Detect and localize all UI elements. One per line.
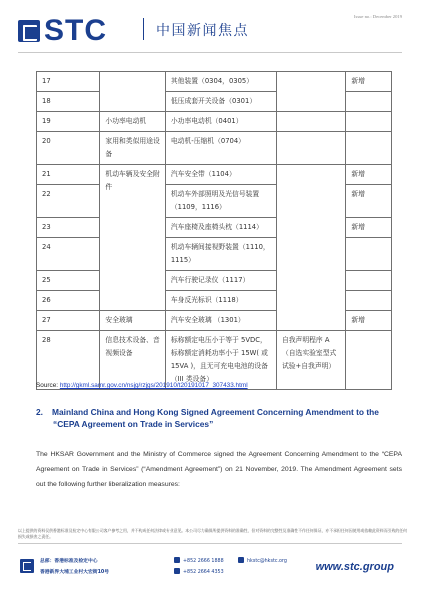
section-title-line1: Mainland China and Hong Kong Signed Agreement Concerning Amendment to the	[52, 407, 379, 417]
row-product: 汽车安全玻璃 （1301）	[165, 311, 276, 331]
row-procedure	[276, 112, 345, 132]
row-product: 其他装置（0304，0305）	[165, 72, 276, 92]
row-number: 20	[37, 132, 100, 165]
footer-address-line: 香港新界大埔工业村大宏街10号	[40, 570, 110, 575]
fax-icon	[174, 568, 180, 574]
disclaimer: 以上提供的资料仅供香港标准及检定中心有限公司客户参考之用，并不构成任何法律或专业意见。本公司尽力确保所提供资料的准确性，但对资料的完整性及准确性不作任何保证，亦不承担任何因使用或依赖此资料而引致的任何损失或损害之责任。	[18, 528, 408, 539]
table-row	[37, 165, 392, 185]
footer-email[interactable]: hkstc@hkstc.org	[247, 559, 287, 564]
row-number: 19	[37, 112, 100, 132]
row-product: 电动机-压缩机（0704）	[165, 132, 276, 165]
row-product: 标称额定电压小于等于 5VDC，标称额定消耗功率小于 15W( 或 15VA )，且无可充电电池的设备（III 类设备）	[165, 331, 276, 390]
row-product: 低压成套开关设备（0301）	[165, 92, 276, 112]
row-procedure	[276, 72, 345, 112]
row-note: 新增	[346, 185, 392, 218]
row-product: 汽车座椅及座椅头枕（1114）	[165, 218, 276, 238]
row-note: 新增	[346, 311, 392, 331]
footer-logo-icon	[20, 559, 34, 573]
footer-address	[40, 556, 109, 578]
footer-website[interactable]: www.stc.group	[315, 561, 394, 573]
row-product: 汽车行驶记录仪（1117）	[165, 271, 276, 291]
row-note: 新增	[346, 218, 392, 238]
table-row	[37, 331, 392, 390]
row-category	[100, 72, 165, 112]
row-category: 机动车辆及安全附件	[100, 165, 165, 311]
row-product: 车身反光标识（1118）	[165, 291, 276, 311]
row-note	[346, 132, 392, 165]
row-procedure	[276, 132, 345, 165]
newsletter-title: 中国新闻焦点	[156, 23, 249, 39]
source-label: Source:	[36, 382, 60, 389]
body-paragraph: The HKSAR Government and the Ministry of Commerce signed the Agreement Concerning Amendment to the “CEPA Agreement on Trade in Services” (“Amendment Agreement”) on 21 November, 2019. The Amendment Agreement sets out the following further liberalization measures:	[36, 451, 402, 488]
header-divider	[143, 18, 144, 40]
table-row	[37, 112, 392, 132]
issue-number: Issue no.: December 2019	[354, 14, 402, 19]
footer-email-block	[238, 556, 287, 567]
row-category: 安全玻璃	[100, 311, 165, 331]
row-note	[346, 112, 392, 132]
row-product: 小功率电动机（0401）	[165, 112, 276, 132]
row-number: 17	[37, 72, 100, 92]
row-number: 21	[37, 165, 100, 185]
row-number: 25	[37, 271, 100, 291]
product-catalogue-table	[36, 71, 392, 390]
row-category: 信息技术设备、音视频设备	[100, 331, 165, 390]
email-icon	[238, 557, 244, 563]
row-category: 家用和类似用途设备	[100, 132, 165, 165]
row-number: 27	[37, 311, 100, 331]
row-category: 小功率电动机	[100, 112, 165, 132]
row-product: 机动车辆间接视野装置（1110，1115）	[165, 238, 276, 271]
source-line	[36, 382, 248, 389]
phone-icon	[174, 557, 180, 563]
section-number: 2.	[36, 407, 43, 417]
source-link[interactable]: http://gkml.samr.gov.cn/nsjg/rzjgs/201910/t20191017_307433.html	[59, 382, 248, 389]
stc-logo	[18, 15, 107, 47]
section-heading	[36, 406, 406, 430]
row-number: 28	[37, 331, 100, 390]
row-number: 23	[37, 218, 100, 238]
stc-logo-icon	[18, 20, 40, 42]
row-note	[346, 238, 392, 271]
logo-text: STC	[44, 14, 107, 47]
table-row	[37, 72, 392, 92]
row-note	[346, 271, 392, 291]
row-number: 22	[37, 185, 100, 218]
footer-phone: +852 2666 1888	[183, 559, 224, 564]
row-number: 18	[37, 92, 100, 112]
footer-phones	[174, 556, 224, 578]
footer-fax: +852 2664 4353	[183, 570, 224, 575]
row-product: 汽车安全带（1104）	[165, 165, 276, 185]
row-note	[346, 92, 392, 112]
table-row	[37, 132, 392, 165]
row-procedure	[276, 165, 345, 331]
row-note	[346, 331, 392, 390]
section-title-line2: “CEPA Agreement on Trade in Services”	[53, 419, 214, 429]
row-number: 26	[37, 291, 100, 311]
row-number: 24	[37, 238, 100, 271]
header-rule	[18, 52, 402, 53]
row-note: 新增	[346, 72, 392, 92]
row-note: 新增	[346, 165, 392, 185]
row-product: 机动车外部照明及光信号装置（1109，1116）	[165, 185, 276, 218]
row-procedure: 自我声明程序 A（自选实验室型式试验+自我声明）	[276, 331, 345, 390]
footer-company: 总部：香港标准及检定中心	[40, 559, 98, 564]
footer-rule	[18, 543, 402, 544]
row-note	[346, 291, 392, 311]
